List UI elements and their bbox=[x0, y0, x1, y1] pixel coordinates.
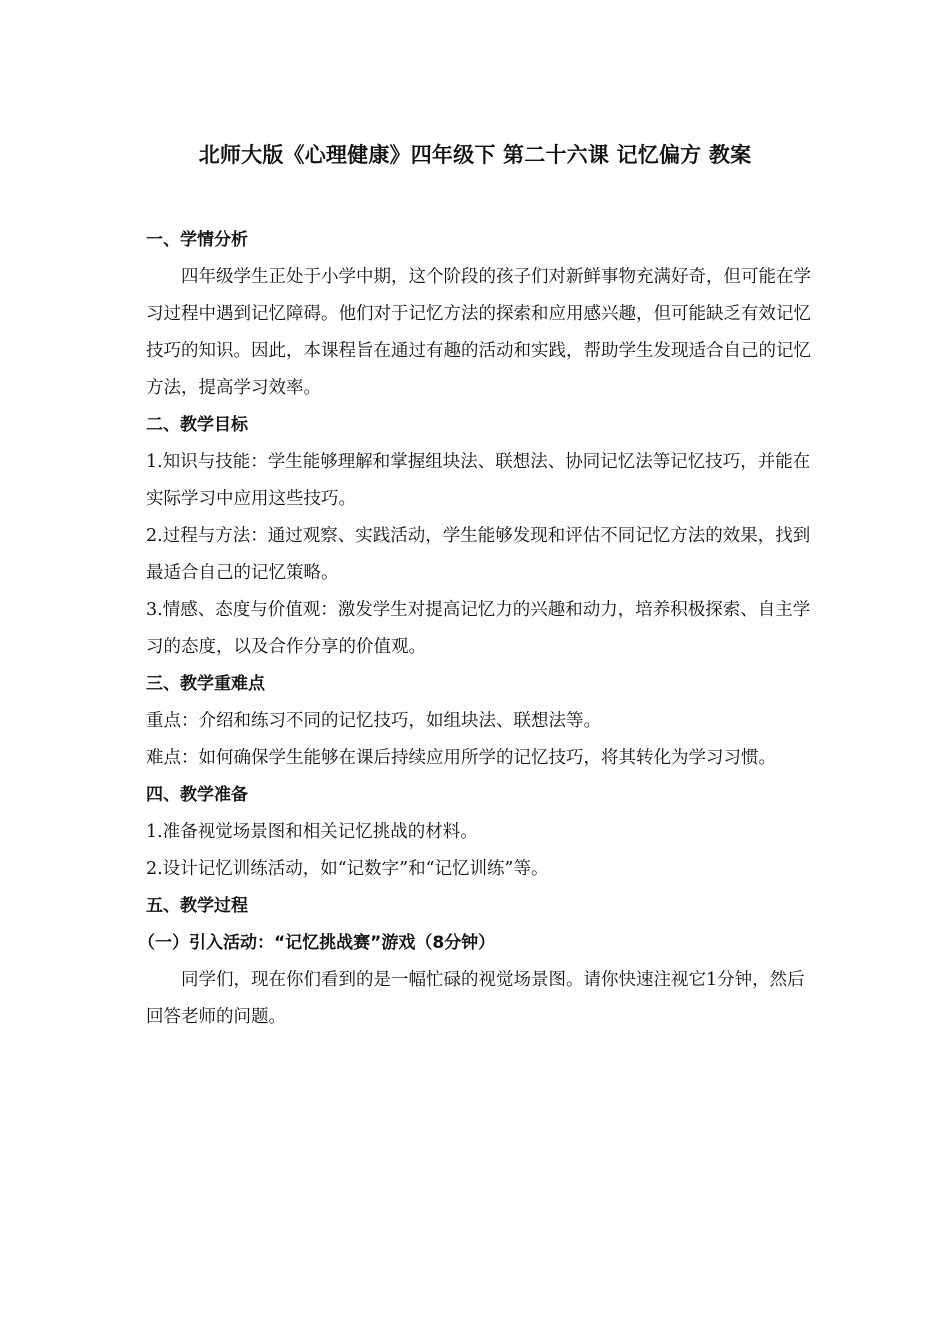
document-title: 北师大版《心理健康》四年级下 第二十六课 记忆偏方 教案 bbox=[198, 143, 752, 167]
paragraph-objective-3: 3.情感、态度与价值观：激发学生对提高记忆力的兴趣和动力，培养积极探索、自主学习的态度，以及合作分享的价值观。 bbox=[146, 600, 811, 657]
paragraph-analysis: 四年级学生正处于小学中期，这个阶段的孩子们对新鲜事物充满好奇，但可能在学习过程中遇到记忆障碍。他们对于记忆方法的探索和应用感兴趣，但可能缺乏有效记忆技巧的知识。因此，本课程旨在通过有趣的活动和实践，帮助学生发现适合自己的记忆方法，提高学习效率。 bbox=[146, 267, 811, 398]
paragraph-key-point: 重点：介绍和练习不同的记忆技巧，如组块法、联想法等。 bbox=[146, 711, 601, 731]
paragraph-objective-1: 1.知识与技能：学生能够理解和掌握组块法、联想法、协同记忆法等记忆技巧，并能在实际学习中应用这些技巧。 bbox=[146, 452, 811, 509]
section-heading-key-points: 三、教学重难点 bbox=[146, 674, 265, 694]
subheading-intro-activity: （一）引入活动：“记忆挑战赛”游戏（8分钟） bbox=[138, 933, 496, 953]
section-heading-objectives: 二、教学目标 bbox=[146, 415, 248, 435]
section-heading-process: 五、教学过程 bbox=[146, 896, 248, 916]
paragraph-objective-2: 2.过程与方法：通过观察、实践活动，学生能够发现和评估不同记忆方法的效果，找到最适合自己的记忆策略。 bbox=[146, 526, 811, 583]
section-heading-preparation: 四、教学准备 bbox=[146, 785, 248, 805]
paragraph-difficulty: 难点：如何确保学生能够在课后持续应用所学的记忆技巧，将其转化为学习习惯。 bbox=[146, 748, 776, 768]
section-heading-analysis: 一、学情分析 bbox=[146, 230, 248, 250]
paragraph-preparation-1: 1.准备视觉场景图和相关记忆挑战的材料。 bbox=[146, 822, 478, 842]
paragraph-intro-activity: 同学们，现在你们看到的是一幅忙碌的视觉场景图。请你快速注视它1分钟，然后回答老师的问题。 bbox=[146, 970, 805, 1027]
document-body bbox=[138, 222, 814, 1036]
paragraph-preparation-2: 2.设计记忆训练活动，如“记数字”和“记忆训练”等。 bbox=[146, 859, 549, 879]
